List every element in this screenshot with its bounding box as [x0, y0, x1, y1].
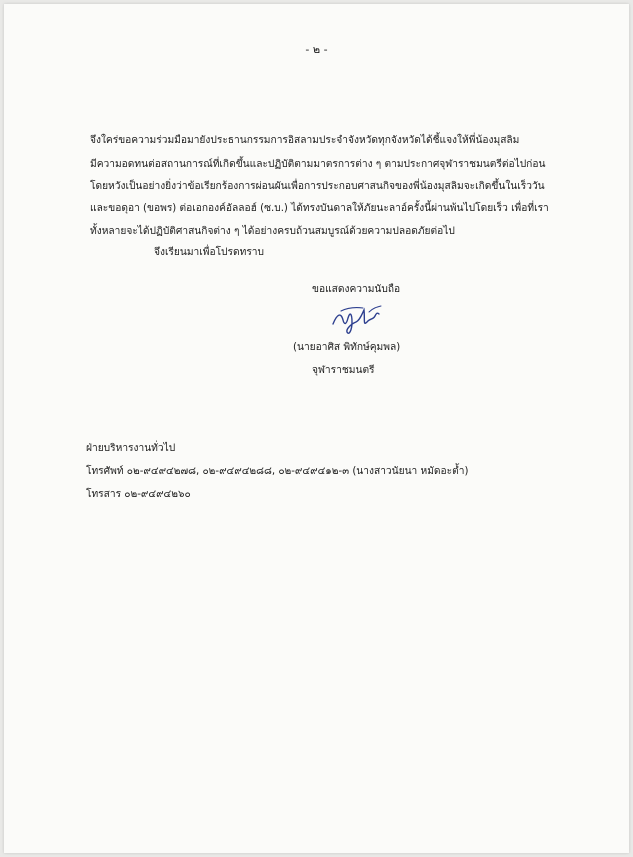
- signer-name: (นายอาศิส พิทักษ์คุมพล): [293, 342, 401, 353]
- body-line: มีความอดทนต่อสถานการณ์ที่เกิดขึ้นและปฏิบัติตามมาตรการต่าง ๆ ตามประกาศจุฬาราชมนตรีต่อไปก่อน: [90, 159, 546, 170]
- contact-phone: โทรศัพท์ ๐๒-๙๔๙๔๒๗๘, ๐๒-๙๔๙๔๒๘๘, ๐๒-๙๔๙๔๑๒-๓ (นางสาวนัยนา หมัดอะต้ำ): [86, 466, 469, 477]
- body-line: โดยหวังเป็นอย่างยิ่งว่าข้อเรียกร้องการผ่อนผันเพื่อการประกอบศาสนกิจของพี่น้องมุสลิมจะเกิดขึ้นในเร็ววัน: [90, 181, 545, 192]
- contact-department: ฝ่ายบริหารงานทั่วไป: [86, 443, 176, 454]
- signer-title: จุฬาราชมนตรี: [312, 365, 375, 376]
- contact-fax: โทรสาร ๐๒-๙๔๙๔๒๖๐: [86, 489, 191, 500]
- page-number: - ๒ -: [305, 43, 328, 56]
- yours-faithfully: ขอแสดงความนับถือ: [312, 284, 401, 295]
- signature-image: [329, 302, 389, 340]
- document-page: [4, 4, 629, 853]
- body-line: ทั้งหลายจะได้ปฏิบัติศาสนกิจต่าง ๆ ได้อย่างครบถ้วนสมบูรณ์ด้วยความปลอดภัยต่อไป: [90, 226, 455, 237]
- body-line: จึงใคร่ขอความร่วมมือมายังประธานกรรมการอิสลามประจำจังหวัดทุกจังหวัดได้ชี้แจงให้พี่น้องมุสลิม: [90, 135, 520, 146]
- closing-salutation: จึงเรียนมาเพื่อโปรดทราบ: [154, 247, 264, 258]
- body-line: และขอดุอา (ขอพร) ต่อเอกองค์อัลลอฮ์ (ซ.บ.) ได้ทรงบันดาลให้ภัยนะลาอ์ครั้งนี้ผ่านพ้นไปโดยเร็ว เพื่อที่เรา: [90, 203, 549, 214]
